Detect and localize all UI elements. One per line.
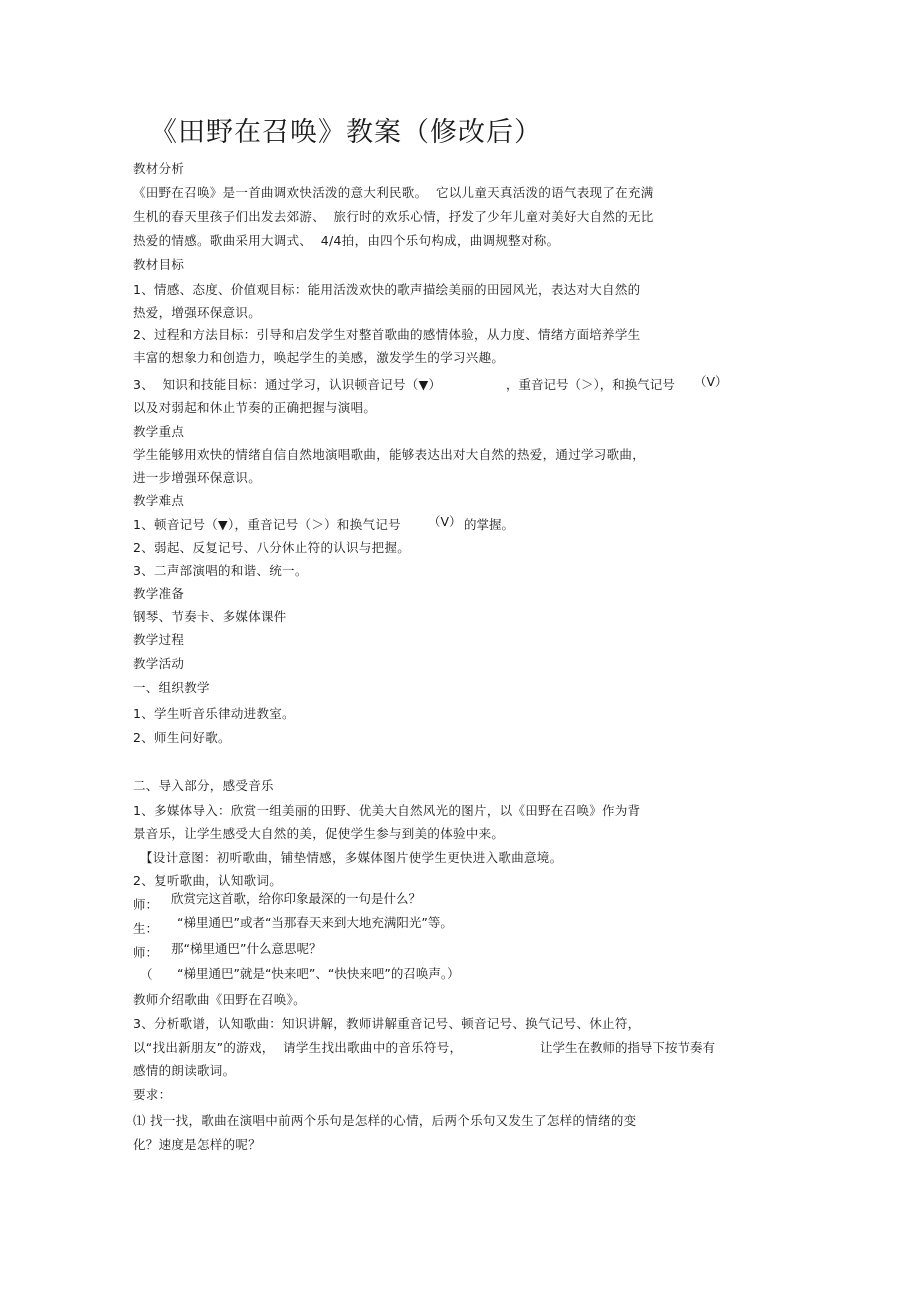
goal-line: 丰富的想象力和创造力，唤起学生的美感，激发学生的学习兴趣。 bbox=[133, 350, 505, 365]
goal-line: 以及对弱起和休止节奏的正确把握与演唱。 bbox=[133, 400, 377, 415]
part-heading: 二、导入部分，感受音乐 bbox=[133, 778, 274, 793]
goal-line: 3、 知识和技能目标：通过学习，认识顿音记号（▼） bbox=[133, 377, 442, 392]
breath-mark-symbol: （V） bbox=[428, 514, 462, 529]
paren-open: （ bbox=[140, 967, 153, 982]
section-heading-key-points: 教学重点 bbox=[133, 424, 185, 439]
activity-line: 1、学生听音乐律动进教室。 bbox=[133, 706, 295, 721]
speaker-label-teacher: 师： bbox=[133, 897, 159, 912]
dialogue-text: 那“梯里通巴”什么意思呢？ bbox=[171, 941, 322, 956]
section-heading-goals: 教材目标 bbox=[133, 257, 185, 272]
activity-line: 以“找出新朋友”的游戏， 请学生找出歌曲中的音乐符号， bbox=[133, 1040, 463, 1055]
requirement-line: ⑴ 找一找，歌曲在演唱中前两个乐句是怎样的心情，后两个乐句又发生了怎样的情绪的变 bbox=[133, 1113, 637, 1128]
section-heading-material-analysis: 教材分析 bbox=[133, 161, 185, 176]
paragraph-line: 学生能够用欢快的情绪自信自然地演唱歌曲，能够表达出对大自然的热爱，通过学习歌曲， bbox=[133, 447, 646, 462]
goal-line: 热爱，增强环保意识。 bbox=[133, 305, 262, 320]
activity-line: 教师介绍歌曲《田野在召唤》。 bbox=[133, 992, 306, 1007]
goal-line: 2、过程和方法目标：引导和启发学生对整首歌曲的感情体验，从力度、情绪方面培养学生 bbox=[133, 327, 641, 342]
design-intent: 【设计意图：初听歌曲，铺垫情感，多媒体图片使学生更快进入歌曲意境。 bbox=[140, 850, 563, 865]
breath-mark-symbol: （V） bbox=[694, 374, 728, 389]
activity-line: 2、复听歌曲，认知歌词。 bbox=[133, 873, 283, 888]
paragraph-line: 《田野在召唤》是一首曲调欢快活泼的意大利民歌。 它以儿童天真活泼的语气表现了在充满 bbox=[133, 185, 654, 200]
requirement-line: 化？速度是怎样的呢？ bbox=[133, 1137, 262, 1152]
speaker-label-student: 生： bbox=[133, 921, 159, 936]
section-heading-activity: 教学活动 bbox=[133, 656, 185, 671]
difficulty-line: 3、二声部演唱的和谐、统一。 bbox=[133, 563, 308, 578]
activity-line: 1、多媒体导入：欣赏一组美丽的田野、优美大自然风光的图片，以《田野在召唤》作为背 bbox=[133, 803, 641, 818]
difficulty-line: 2、弱起、反复记号、八分休止符的认识与把握。 bbox=[133, 540, 411, 555]
goal-line-continued: ，重音记号（＞），和换气记号 bbox=[506, 377, 675, 392]
activity-line-continued: 让学生在教师的指导下按节奏有 bbox=[540, 1040, 716, 1055]
section-heading-preparation: 教学准备 bbox=[133, 586, 185, 601]
section-heading-process: 教学过程 bbox=[133, 632, 185, 647]
activity-line: 2、师生问好歌。 bbox=[133, 730, 231, 745]
dialogue-text: “梯里通巴”就是“快来吧”、“快快来吧”的召唤声。） bbox=[177, 966, 460, 981]
speaker-label-teacher: 师： bbox=[133, 945, 159, 960]
section-heading-difficulties: 教学难点 bbox=[133, 493, 185, 508]
goal-line: 1、情感、态度、价值观目标：能用活泼欢快的歌声描绘美丽的田园风光，表达对大自然的 bbox=[133, 282, 641, 297]
preparation-items: 钢琴、节奏卡、多媒体课件 bbox=[133, 609, 287, 624]
requirements-heading: 要求： bbox=[133, 1087, 172, 1102]
page-title: 《田野在召唤》教案（修改后） bbox=[150, 117, 542, 148]
activity-line: 感情的朗读歌词。 bbox=[133, 1063, 236, 1078]
dialogue-text: “梯里通巴”或者“当那春天来到大地充满阳光”等。 bbox=[177, 915, 453, 930]
difficulty-line: 1、顿音记号（▼），重音记号（＞）和换气记号 bbox=[133, 517, 401, 532]
part-heading: 一、组织教学 bbox=[133, 680, 210, 695]
paragraph-line: 生机的春天里孩子们出发去郊游、 旅行时的欢乐心情，抒发了少年儿童对美好大自然的无比 bbox=[133, 209, 654, 224]
paragraph-line: 进一步增强环保意识。 bbox=[133, 470, 262, 485]
difficulty-line-continued: 的掌握。 bbox=[464, 517, 515, 532]
activity-line: 3、分析歌谱，认知歌曲：知识讲解，教师讲解重音记号、顿音记号、换气记号、休止符， bbox=[133, 1016, 641, 1031]
paragraph-line: 热爱的情感。歌曲采用大调式、 4/4拍，由四个乐句构成，曲调规整对称。 bbox=[133, 233, 560, 248]
activity-line: 景音乐，让学生感受大自然的美，促使学生参与到美的体验中来。 bbox=[133, 826, 505, 841]
dialogue-text: 欣赏完这首歌，给你印象最深的一句是什么？ bbox=[171, 891, 422, 906]
